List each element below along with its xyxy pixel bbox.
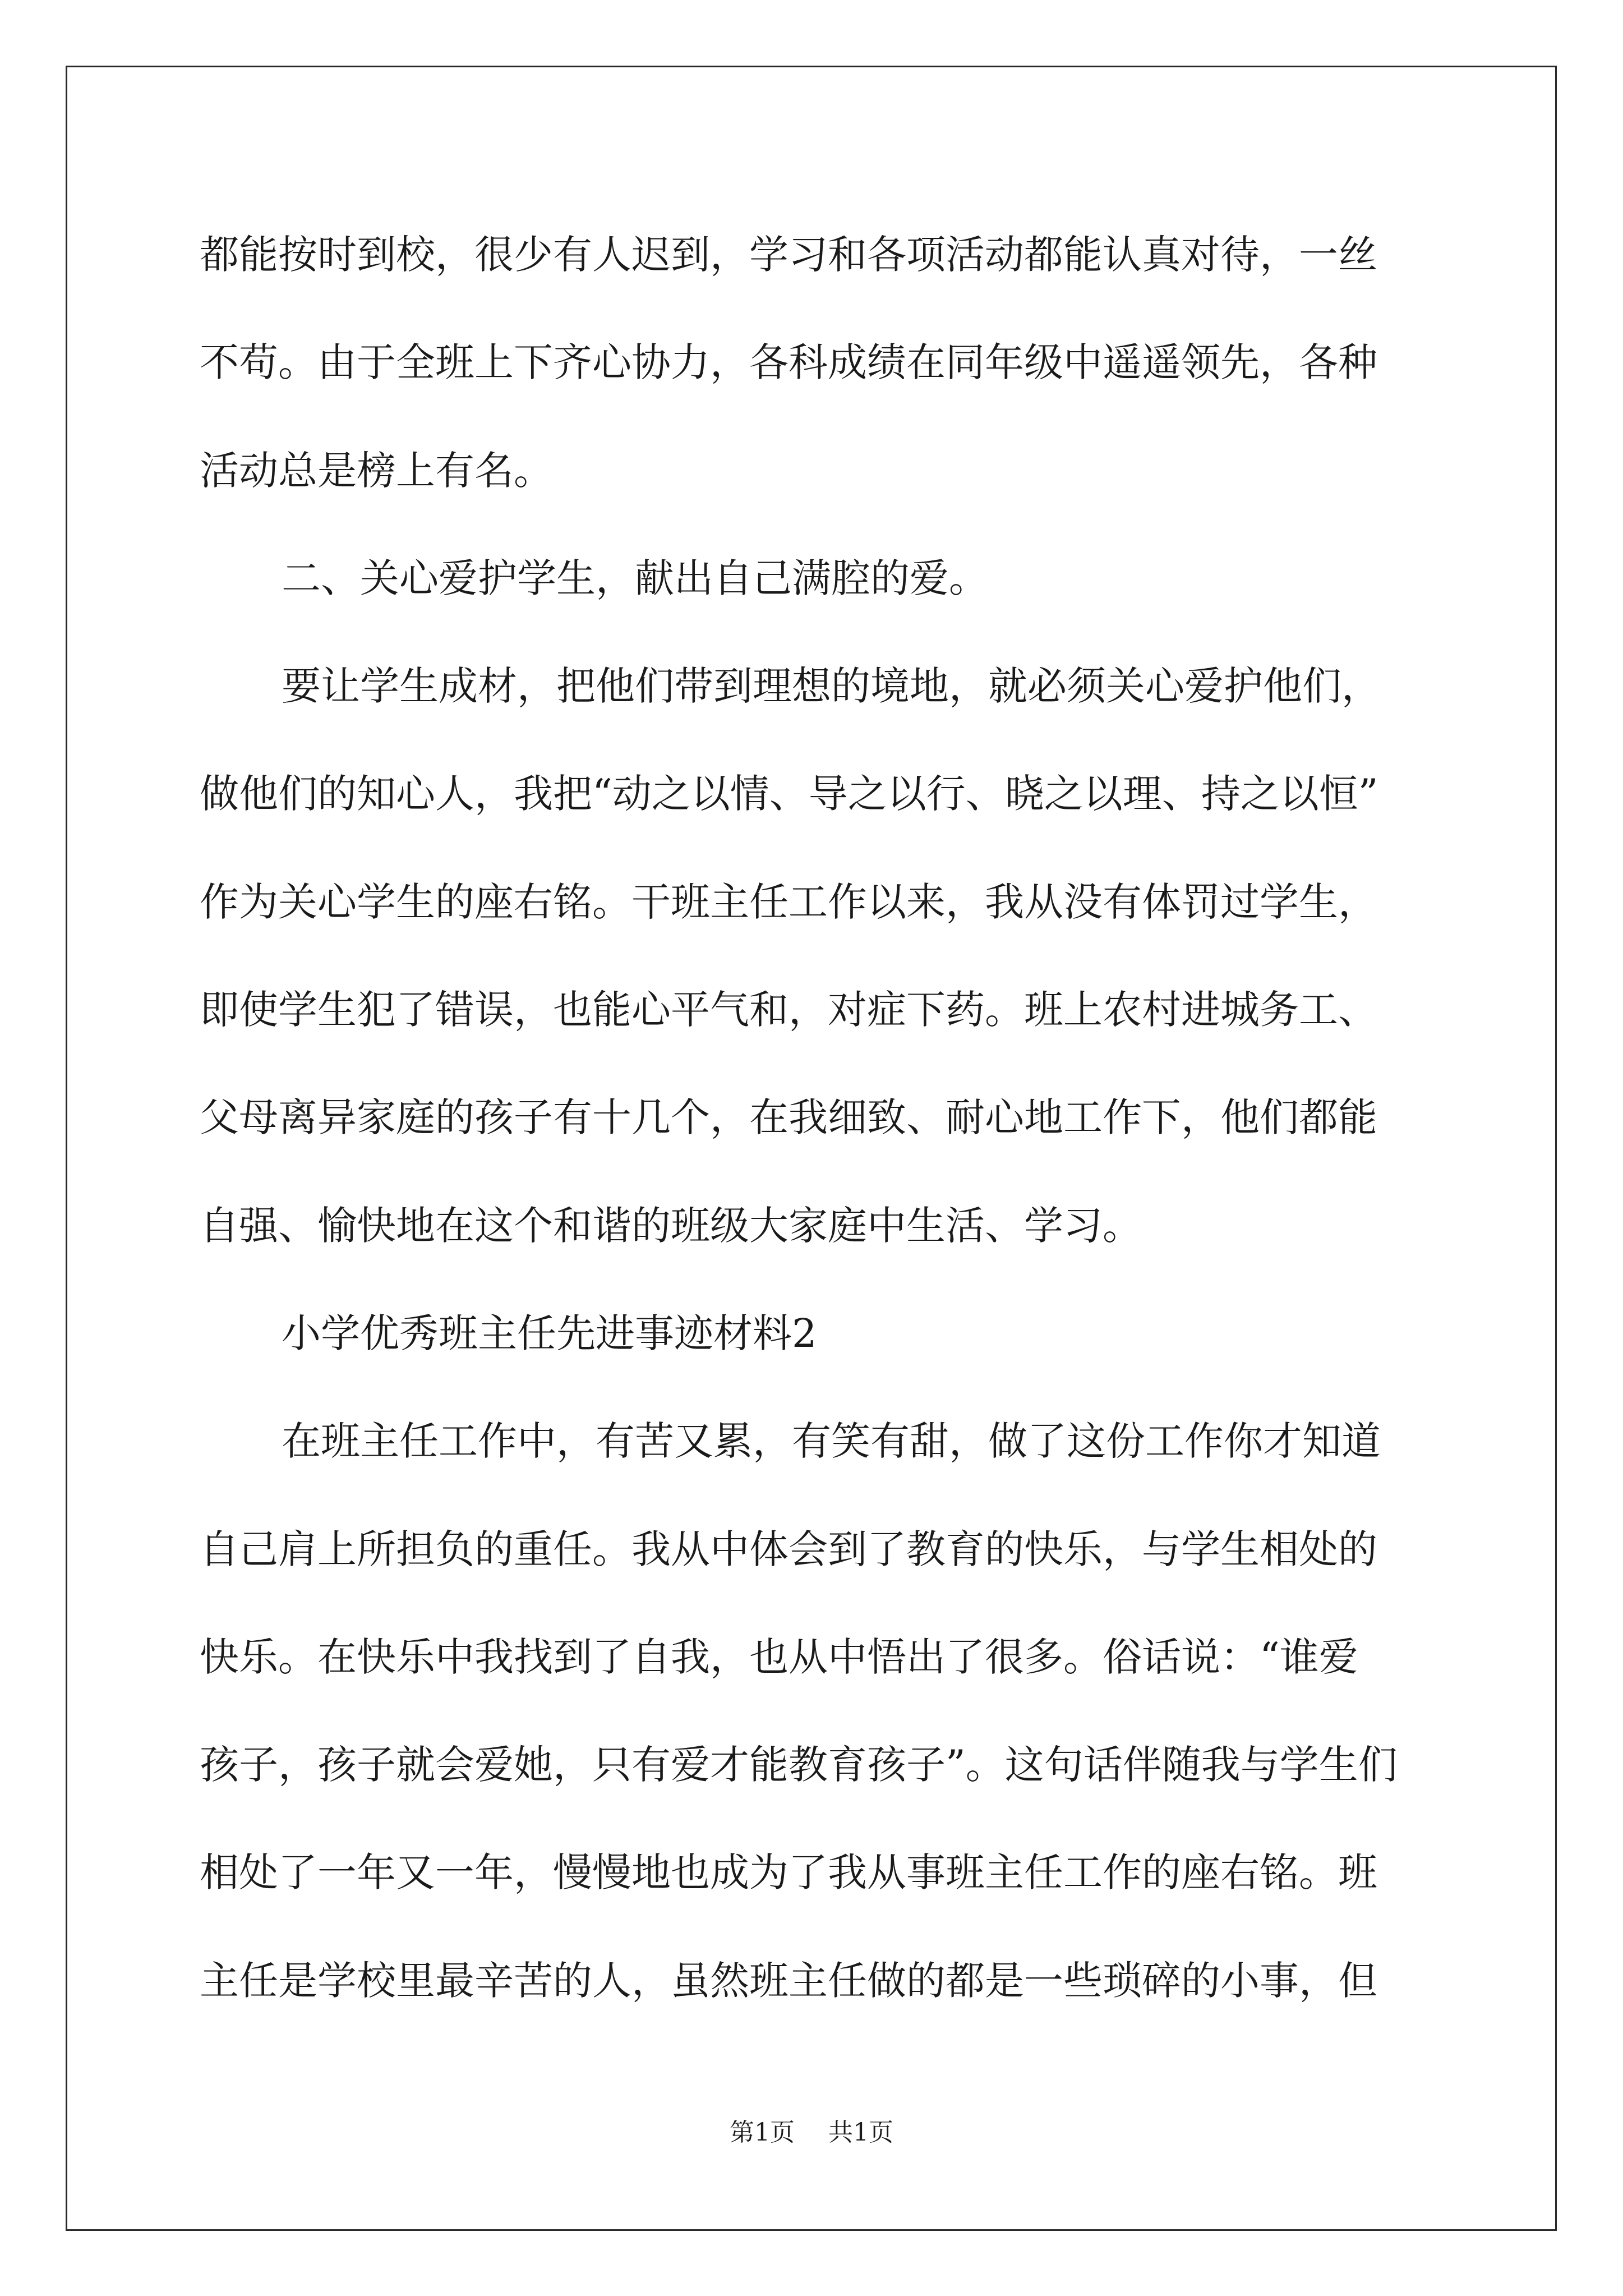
page-footer [0, 2116, 1623, 2150]
text-line: 做他们的知心人，我把“动之以情、导之以行、晓之以理、持之以恒” [200, 771, 1378, 817]
text-line: 活动总是榜上有名。 [200, 447, 553, 494]
section-heading: 二、关心爱护学生，献出自己满腔的爱。 [282, 555, 988, 601]
text-line: 自己肩上所担负的重任。我从中体会到了教育的快乐，与学生相处的 [200, 1526, 1377, 1572]
text-line: 自强、愉快地在这个和谐的班级大家庭中生活、学习。 [200, 1202, 1142, 1249]
text-line: 作为关心学生的座右铭。干班主任工作以来，我从没有体罚过学生， [200, 878, 1377, 925]
text-line: 不苟。由于全班上下齐心协力，各科成绩在同年级中遥遥领先，各种 [200, 339, 1377, 386]
text-line: 相处了一年又一年，慢慢地也成为了我从事班主任工作的座右铭。班 [200, 1849, 1377, 1896]
text-line: 都能按时到校，很少有人迟到，学习和各项活动都能认真对待，一丝 [200, 232, 1377, 278]
text-line: 要让学生成材，把他们带到理想的境地，就必须关心爱护他们， [282, 663, 1381, 710]
text-line: 主任是学校里最辛苦的人，虽然班主任做的都是一些琐碎的小事，但 [200, 1957, 1377, 2004]
text-line: 即使学生犯了错误，也能心平气和，对症下药。班上农村进城务工、 [200, 987, 1377, 1033]
page-total: 共1页 [828, 2118, 893, 2147]
page-number: 第1页 [730, 2118, 795, 2147]
text-line: 在班主任工作中，有苦又累，有笑有甜，做了这份工作你才知道 [282, 1418, 1381, 1465]
text-line: 孩子，孩子就会爱她，只有爱才能教育孩子”。这句话伴随我与学生们 [200, 1742, 1398, 1788]
text-line: 快乐。在快乐中我找到了自我，也从中悟出了很多。俗话说：“谁爱 [200, 1634, 1358, 1680]
article-title: 小学优秀班主任先进事迹材料2 [282, 1310, 817, 1356]
document-body [200, 201, 1428, 2035]
text-line: 父母离异家庭的孩子有十几个，在我细致、耐心地工作下，他们都能 [200, 1094, 1377, 1141]
